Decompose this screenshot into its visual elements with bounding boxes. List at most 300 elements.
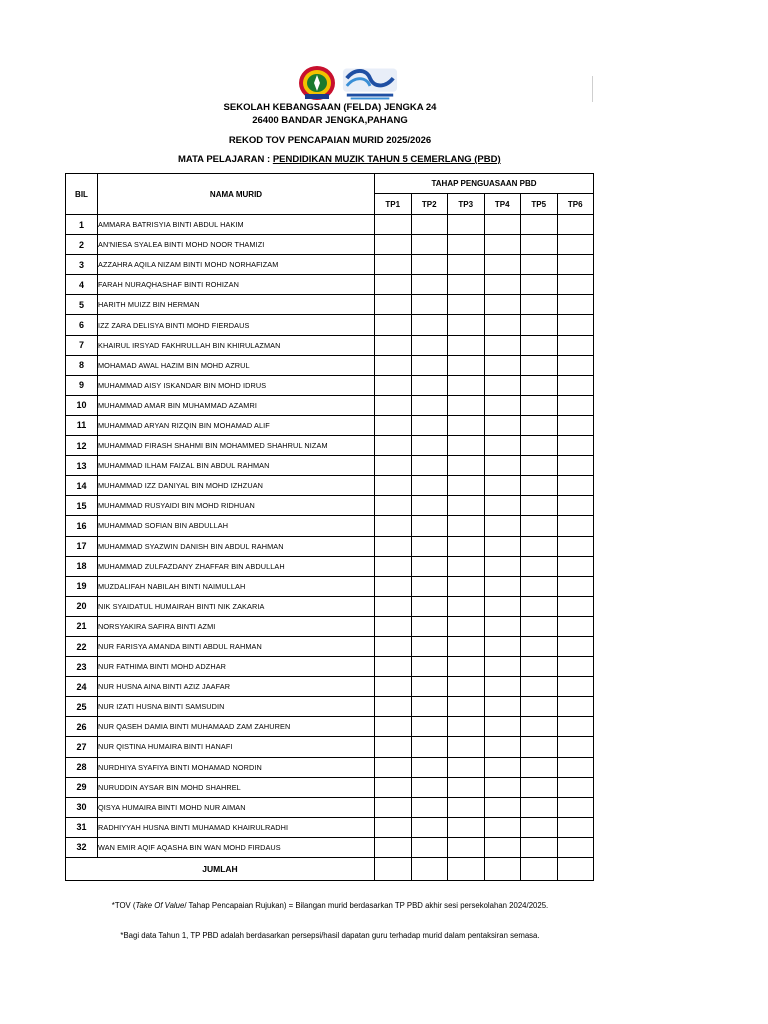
tp6-cell[interactable] [557, 215, 594, 235]
tp3-cell[interactable] [448, 777, 485, 797]
row-number: 26 [66, 717, 98, 737]
student-name: NIK SYAIDATUL HUMAIRAH BINTI NIK ZAKARIA [98, 596, 375, 616]
jumlah-cell[interactable] [521, 858, 558, 881]
student-name: NUR FATHIMA BINTI MOHD ADZHAR [98, 657, 375, 677]
tp1-cell[interactable] [375, 476, 412, 496]
student-name: NURUDDIN AYSAR BIN MOHD SHAHREL [98, 777, 375, 797]
tp3-cell[interactable] [448, 355, 485, 375]
tp4-cell[interactable] [484, 697, 521, 717]
tp6-cell[interactable] [557, 516, 594, 536]
row-number: 23 [66, 657, 98, 677]
tp2-cell[interactable] [411, 817, 448, 837]
tp4-cell[interactable] [484, 596, 521, 616]
row-number: 27 [66, 737, 98, 757]
tp2-cell[interactable] [411, 436, 448, 456]
tp2-cell[interactable] [411, 516, 448, 536]
row-number: 7 [66, 335, 98, 355]
row-number: 32 [66, 837, 98, 857]
tp4-cell[interactable] [484, 817, 521, 837]
tp3-cell[interactable] [448, 636, 485, 656]
table-row [66, 616, 594, 636]
tp3-cell[interactable] [448, 697, 485, 717]
tp3-cell[interactable] [448, 275, 485, 295]
tp6-cell[interactable] [557, 817, 594, 837]
tp5-cell[interactable] [521, 496, 558, 516]
tp4-cell[interactable] [484, 375, 521, 395]
tp4-cell[interactable] [484, 576, 521, 596]
tp6-cell[interactable] [557, 576, 594, 596]
tp5-cell[interactable] [521, 516, 558, 536]
tp6-cell[interactable] [557, 616, 594, 636]
tp6-cell[interactable] [557, 436, 594, 456]
student-name: MUHAMMAD AISY ISKANDAR BIN MOHD IDRUS [98, 375, 375, 395]
tp1-cell[interactable] [375, 375, 412, 395]
student-name: MUHAMMAD IZZ DANIYAL BIN MOHD IZHZUAN [98, 476, 375, 496]
tp2-cell[interactable] [411, 315, 448, 335]
tp5-cell[interactable] [521, 415, 558, 435]
tp5-cell[interactable] [521, 375, 558, 395]
tp3-cell[interactable] [448, 576, 485, 596]
tp4-cell[interactable] [484, 717, 521, 737]
jumlah-cell[interactable] [557, 858, 594, 881]
tp3-cell[interactable] [448, 837, 485, 857]
col-header-tp5: TP5 [521, 194, 558, 215]
tp2-cell[interactable] [411, 235, 448, 255]
school-name: SEKOLAH KEBANGSAAN (FELDA) JENGKA 24 [223, 102, 437, 113]
table-row [66, 817, 594, 837]
student-name: MUHAMMAD ILHAM FAIZAL BIN ABDUL RAHMAN [98, 456, 375, 476]
school-crest-icon [297, 64, 337, 102]
tp1-cell[interactable] [375, 697, 412, 717]
tp2-cell[interactable] [411, 395, 448, 415]
tp5-cell[interactable] [521, 436, 558, 456]
row-number: 24 [66, 677, 98, 697]
tp4-cell[interactable] [484, 757, 521, 777]
row-number: 11 [66, 415, 98, 435]
tp2-cell[interactable] [411, 797, 448, 817]
tp6-cell[interactable] [557, 536, 594, 556]
row-number: 1 [66, 215, 98, 235]
footnote-tov [0, 901, 660, 910]
student-name: MUHAMMAD ARYAN RIZQIN BIN MOHAMAD ALIF [98, 415, 375, 435]
table-row [66, 436, 594, 456]
tp4-cell[interactable] [484, 657, 521, 677]
tp5-cell[interactable] [521, 315, 558, 335]
tp5-cell[interactable] [521, 616, 558, 636]
tp5-cell[interactable] [521, 837, 558, 857]
tp5-cell[interactable] [521, 657, 558, 677]
tp1-cell[interactable] [375, 395, 412, 415]
student-name: MUHAMMAD SOFIAN BIN ABDULLAH [98, 516, 375, 536]
table-row [66, 536, 594, 556]
tp6-cell[interactable] [557, 496, 594, 516]
tp5-cell[interactable] [521, 777, 558, 797]
tp2-cell[interactable] [411, 757, 448, 777]
row-number: 21 [66, 616, 98, 636]
tp3-cell[interactable] [448, 817, 485, 837]
student-name: NUR IZATI HUSNA BINTI SAMSUDIN [98, 697, 375, 717]
col-header-tahap: TAHAP PENGUASAAN PBD [375, 174, 594, 194]
tp1-cell[interactable] [375, 717, 412, 737]
tp2-cell[interactable] [411, 295, 448, 315]
row-number: 12 [66, 436, 98, 456]
tp1-cell[interactable] [375, 837, 412, 857]
tp1-cell[interactable] [375, 677, 412, 697]
jumlah-cell[interactable] [448, 858, 485, 881]
tp3-cell[interactable] [448, 215, 485, 235]
footnote-tov-prefix: *TOV ( [111, 901, 136, 910]
footnote-tov-italic: Take Of Value [135, 901, 185, 910]
tp3-cell[interactable] [448, 556, 485, 576]
col-header-nama: NAMA MURID [98, 174, 375, 215]
tp2-cell[interactable] [411, 415, 448, 435]
tp3-cell[interactable] [448, 797, 485, 817]
row-number: 13 [66, 456, 98, 476]
tp4-cell[interactable] [484, 255, 521, 275]
tp5-cell[interactable] [521, 817, 558, 837]
tp5-cell[interactable] [521, 395, 558, 415]
tp6-cell[interactable] [557, 476, 594, 496]
table-row [66, 556, 594, 576]
tp5-cell[interactable] [521, 255, 558, 275]
tp1-cell[interactable] [375, 636, 412, 656]
tp2-cell[interactable] [411, 536, 448, 556]
tp2-cell[interactable] [411, 657, 448, 677]
col-header-tp3: TP3 [448, 194, 485, 215]
tp4-cell[interactable] [484, 456, 521, 476]
footnote-tahun1: *Bagi data Tahun 1, TP PBD adalah berdasarkan persepsi/hasil dapatan guru terhadap murid dalam pentaksiran semasa. [120, 931, 540, 940]
row-number: 20 [66, 596, 98, 616]
jumlah-cell[interactable] [484, 858, 521, 881]
tp3-cell[interactable] [448, 335, 485, 355]
tp4-cell[interactable] [484, 636, 521, 656]
tp3-cell[interactable] [448, 395, 485, 415]
table-row [66, 516, 594, 536]
tp5-cell[interactable] [521, 636, 558, 656]
tov-table [65, 173, 594, 881]
tp2-cell[interactable] [411, 355, 448, 375]
tp3-cell[interactable] [448, 657, 485, 677]
row-number: 28 [66, 757, 98, 777]
tp5-cell[interactable] [521, 536, 558, 556]
tp3-cell[interactable] [448, 476, 485, 496]
tp4-cell[interactable] [484, 335, 521, 355]
tp3-cell[interactable] [448, 596, 485, 616]
tp3-cell[interactable] [448, 616, 485, 636]
subject-value: PENDIDIKAN MUZIK TAHUN 5 CEMERLANG (PBD) [272, 154, 501, 165]
tp4-cell[interactable] [484, 476, 521, 496]
tp1-cell[interactable] [375, 817, 412, 837]
subject-line [178, 154, 501, 165]
table-row [66, 456, 594, 476]
tp6-cell[interactable] [557, 335, 594, 355]
table-row [66, 335, 594, 355]
row-number: 31 [66, 817, 98, 837]
tp2-cell[interactable] [411, 335, 448, 355]
tp1-cell[interactable] [375, 797, 412, 817]
tp3-cell[interactable] [448, 456, 485, 476]
tp5-cell[interactable] [521, 737, 558, 757]
tp2-cell[interactable] [411, 496, 448, 516]
tp1-cell[interactable] [375, 657, 412, 677]
tp2-cell[interactable] [411, 215, 448, 235]
tp2-cell[interactable] [411, 777, 448, 797]
row-number: 30 [66, 797, 98, 817]
student-name: MOHAMAD AWAL HAZIM BIN MOHD AZRUL [98, 355, 375, 375]
jumlah-cell[interactable] [411, 858, 448, 881]
student-name: MUHAMMAD RUSYAIDI BIN MOHD RIDHUAN [98, 496, 375, 516]
row-number: 14 [66, 476, 98, 496]
tp6-cell[interactable] [557, 375, 594, 395]
col-header-tp6: TP6 [557, 194, 594, 215]
table-row [66, 496, 594, 516]
logo-group [297, 64, 399, 102]
tp4-cell[interactable] [484, 797, 521, 817]
tp1-cell[interactable] [375, 415, 412, 435]
tp4-cell[interactable] [484, 395, 521, 415]
tp4-cell[interactable] [484, 616, 521, 636]
tp6-cell[interactable] [557, 275, 594, 295]
tp2-cell[interactable] [411, 375, 448, 395]
tp2-cell[interactable] [411, 596, 448, 616]
tp4-cell[interactable] [484, 837, 521, 857]
tp4-cell[interactable] [484, 516, 521, 536]
tp4-cell[interactable] [484, 275, 521, 295]
row-number: 15 [66, 496, 98, 516]
tp5-cell[interactable] [521, 556, 558, 576]
row-number: 18 [66, 556, 98, 576]
tp3-cell[interactable] [448, 536, 485, 556]
tp1-cell[interactable] [375, 556, 412, 576]
tp3-cell[interactable] [448, 496, 485, 516]
tp2-cell[interactable] [411, 616, 448, 636]
row-number: 16 [66, 516, 98, 536]
tp5-cell[interactable] [521, 215, 558, 235]
tp3-cell[interactable] [448, 235, 485, 255]
tp6-cell[interactable] [557, 697, 594, 717]
tp2-cell[interactable] [411, 677, 448, 697]
tp6-cell[interactable] [557, 355, 594, 375]
tp2-cell[interactable] [411, 275, 448, 295]
tp6-cell[interactable] [557, 596, 594, 616]
tp5-cell[interactable] [521, 757, 558, 777]
tp2-cell[interactable] [411, 837, 448, 857]
subject-label: MATA PELAJARAN : [178, 154, 273, 165]
table-row [66, 797, 594, 817]
table-row [66, 415, 594, 435]
student-name: MUHAMMAD AMAR BIN MUHAMMAD AZAMRI [98, 395, 375, 415]
row-number: 10 [66, 395, 98, 415]
student-name: MUHAMMAD ZULFAZDANY ZHAFFAR BIN ABDULLAH [98, 556, 375, 576]
tp2-cell[interactable] [411, 737, 448, 757]
tp5-cell[interactable] [521, 275, 558, 295]
tp6-cell[interactable] [557, 657, 594, 677]
tp1-cell[interactable] [375, 255, 412, 275]
tp4-cell[interactable] [484, 777, 521, 797]
tp4-cell[interactable] [484, 355, 521, 375]
tp3-cell[interactable] [448, 757, 485, 777]
table-row [66, 476, 594, 496]
tp6-cell[interactable] [557, 777, 594, 797]
tp3-cell[interactable] [448, 717, 485, 737]
table-row [66, 657, 594, 677]
tp3-cell[interactable] [448, 677, 485, 697]
footnote-tov-suffix: / Tahap Pencapaian Rujukan) = Bilangan murid berdasarkan TP PBD akhir sesi persekolahan 2024/2025. [184, 901, 549, 910]
col-header-tp1: TP1 [375, 194, 412, 215]
tp2-cell[interactable] [411, 576, 448, 596]
tp6-cell[interactable] [557, 837, 594, 857]
tp3-cell[interactable] [448, 255, 485, 275]
tp2-cell[interactable] [411, 717, 448, 737]
tp2-cell[interactable] [411, 255, 448, 275]
tp4-cell[interactable] [484, 436, 521, 456]
tp5-cell[interactable] [521, 596, 558, 616]
row-number: 6 [66, 315, 98, 335]
tp6-cell[interactable] [557, 315, 594, 335]
table-row [66, 355, 594, 375]
tp1-cell[interactable] [375, 737, 412, 757]
tp1-cell[interactable] [375, 757, 412, 777]
student-name: NORSYAKIRA SAFIRA BINTI AZMI [98, 616, 375, 636]
tp3-cell[interactable] [448, 315, 485, 335]
table-row [66, 315, 594, 335]
tp6-cell[interactable] [557, 717, 594, 737]
table-row [66, 215, 594, 235]
tp4-cell[interactable] [484, 737, 521, 757]
tp3-cell[interactable] [448, 295, 485, 315]
tp3-cell[interactable] [448, 436, 485, 456]
tp5-cell[interactable] [521, 295, 558, 315]
tp2-cell[interactable] [411, 697, 448, 717]
tp6-cell[interactable] [557, 255, 594, 275]
tp1-cell[interactable] [375, 456, 412, 476]
tp6-cell[interactable] [557, 757, 594, 777]
tp4-cell[interactable] [484, 215, 521, 235]
table-row [66, 717, 594, 737]
tp6-cell[interactable] [557, 415, 594, 435]
jumlah-cell[interactable] [375, 858, 412, 881]
tp6-cell[interactable] [557, 737, 594, 757]
tp4-cell[interactable] [484, 496, 521, 516]
tp4-cell[interactable] [484, 315, 521, 335]
tp5-cell[interactable] [521, 576, 558, 596]
tp4-cell[interactable] [484, 556, 521, 576]
student-name: HARITH MUIZZ BIN HERMAN [98, 295, 375, 315]
tp4-cell[interactable] [484, 235, 521, 255]
student-name: AZZAHRA AQILA NIZAM BINTI MOHD NORHAFIZAM [98, 255, 375, 275]
tp4-cell[interactable] [484, 295, 521, 315]
tp3-cell[interactable] [448, 737, 485, 757]
tp2-cell[interactable] [411, 556, 448, 576]
tp1-cell[interactable] [375, 235, 412, 255]
tp1-cell[interactable] [375, 496, 412, 516]
table-row [66, 375, 594, 395]
table-row [66, 777, 594, 797]
tp5-cell[interactable] [521, 697, 558, 717]
tp4-cell[interactable] [484, 536, 521, 556]
student-name: AMMARA BATRISYIA BINTI ABDUL HAKIM [98, 215, 375, 235]
tp1-cell[interactable] [375, 536, 412, 556]
student-name: IZZ ZARA DELISYA BINTI MOHD FIERDAUS [98, 315, 375, 335]
student-name: NUR QASEH DAMIA BINTI MUHAMAAD ZAM ZAHUREN [98, 717, 375, 737]
tp4-cell[interactable] [484, 677, 521, 697]
tp6-cell[interactable] [557, 295, 594, 315]
student-name: NUR FARISYA AMANDA BINTI ABDUL RAHMAN [98, 636, 375, 656]
table-row [66, 636, 594, 656]
tp1-cell[interactable] [375, 215, 412, 235]
tp6-cell[interactable] [557, 235, 594, 255]
tp1-cell[interactable] [375, 576, 412, 596]
student-name: KHAIRUL IRSYAD FAKHRULLAH BIN KHIRULAZMAN [98, 335, 375, 355]
tp5-cell[interactable] [521, 335, 558, 355]
tp2-cell[interactable] [411, 636, 448, 656]
tp1-cell[interactable] [375, 436, 412, 456]
table-row [66, 837, 594, 857]
student-name: MUHAMMAD FIRASH SHAHMI BIN MOHAMMED SHAHRUL NIZAM [98, 436, 375, 456]
ministry-emblem-icon [341, 64, 399, 102]
row-number: 8 [66, 355, 98, 375]
tp6-cell[interactable] [557, 797, 594, 817]
row-number: 4 [66, 275, 98, 295]
tp1-cell[interactable] [375, 315, 412, 335]
col-header-tp2: TP2 [411, 194, 448, 215]
tp5-cell[interactable] [521, 677, 558, 697]
tp6-cell[interactable] [557, 677, 594, 697]
tp6-cell[interactable] [557, 456, 594, 476]
tp1-cell[interactable] [375, 335, 412, 355]
student-name: NUR HUSNA AINA BINTI AZIZ JAAFAR [98, 677, 375, 697]
tp5-cell[interactable] [521, 355, 558, 375]
tp6-cell[interactable] [557, 395, 594, 415]
tp1-cell[interactable] [375, 516, 412, 536]
tp1-cell[interactable] [375, 777, 412, 797]
table-row [66, 596, 594, 616]
student-name: WAN EMIR AQIF AQASHA BIN WAN MOHD FIRDAUS [98, 837, 375, 857]
tp3-cell[interactable] [448, 516, 485, 536]
student-name: MUHAMMAD SYAZWIN DANISH BIN ABDUL RAHMAN [98, 536, 375, 556]
table-row [66, 275, 594, 295]
tp5-cell[interactable] [521, 456, 558, 476]
col-header-bil: BIL [66, 174, 98, 215]
tp3-cell[interactable] [448, 375, 485, 395]
tp6-cell[interactable] [557, 556, 594, 576]
tp2-cell[interactable] [411, 456, 448, 476]
row-number: 22 [66, 636, 98, 656]
tp4-cell[interactable] [484, 415, 521, 435]
margin-marker [592, 76, 593, 102]
jumlah-row [66, 858, 594, 881]
tp5-cell[interactable] [521, 717, 558, 737]
tp5-cell[interactable] [521, 235, 558, 255]
tp1-cell[interactable] [375, 616, 412, 636]
table-row [66, 757, 594, 777]
tp5-cell[interactable] [521, 476, 558, 496]
table-row [66, 395, 594, 415]
tp1-cell[interactable] [375, 355, 412, 375]
student-name: NUR QISTINA HUMAIRA BINTI HANAFI [98, 737, 375, 757]
student-name: RADHIYYAH HUSNA BINTI MUHAMAD KHAIRULRADHI [98, 817, 375, 837]
tp3-cell[interactable] [448, 415, 485, 435]
tp5-cell[interactable] [521, 797, 558, 817]
tp1-cell[interactable] [375, 295, 412, 315]
tp1-cell[interactable] [375, 596, 412, 616]
tp1-cell[interactable] [375, 275, 412, 295]
table-row [66, 677, 594, 697]
table-row [66, 295, 594, 315]
table-row [66, 737, 594, 757]
tp2-cell[interactable] [411, 476, 448, 496]
tp6-cell[interactable] [557, 636, 594, 656]
